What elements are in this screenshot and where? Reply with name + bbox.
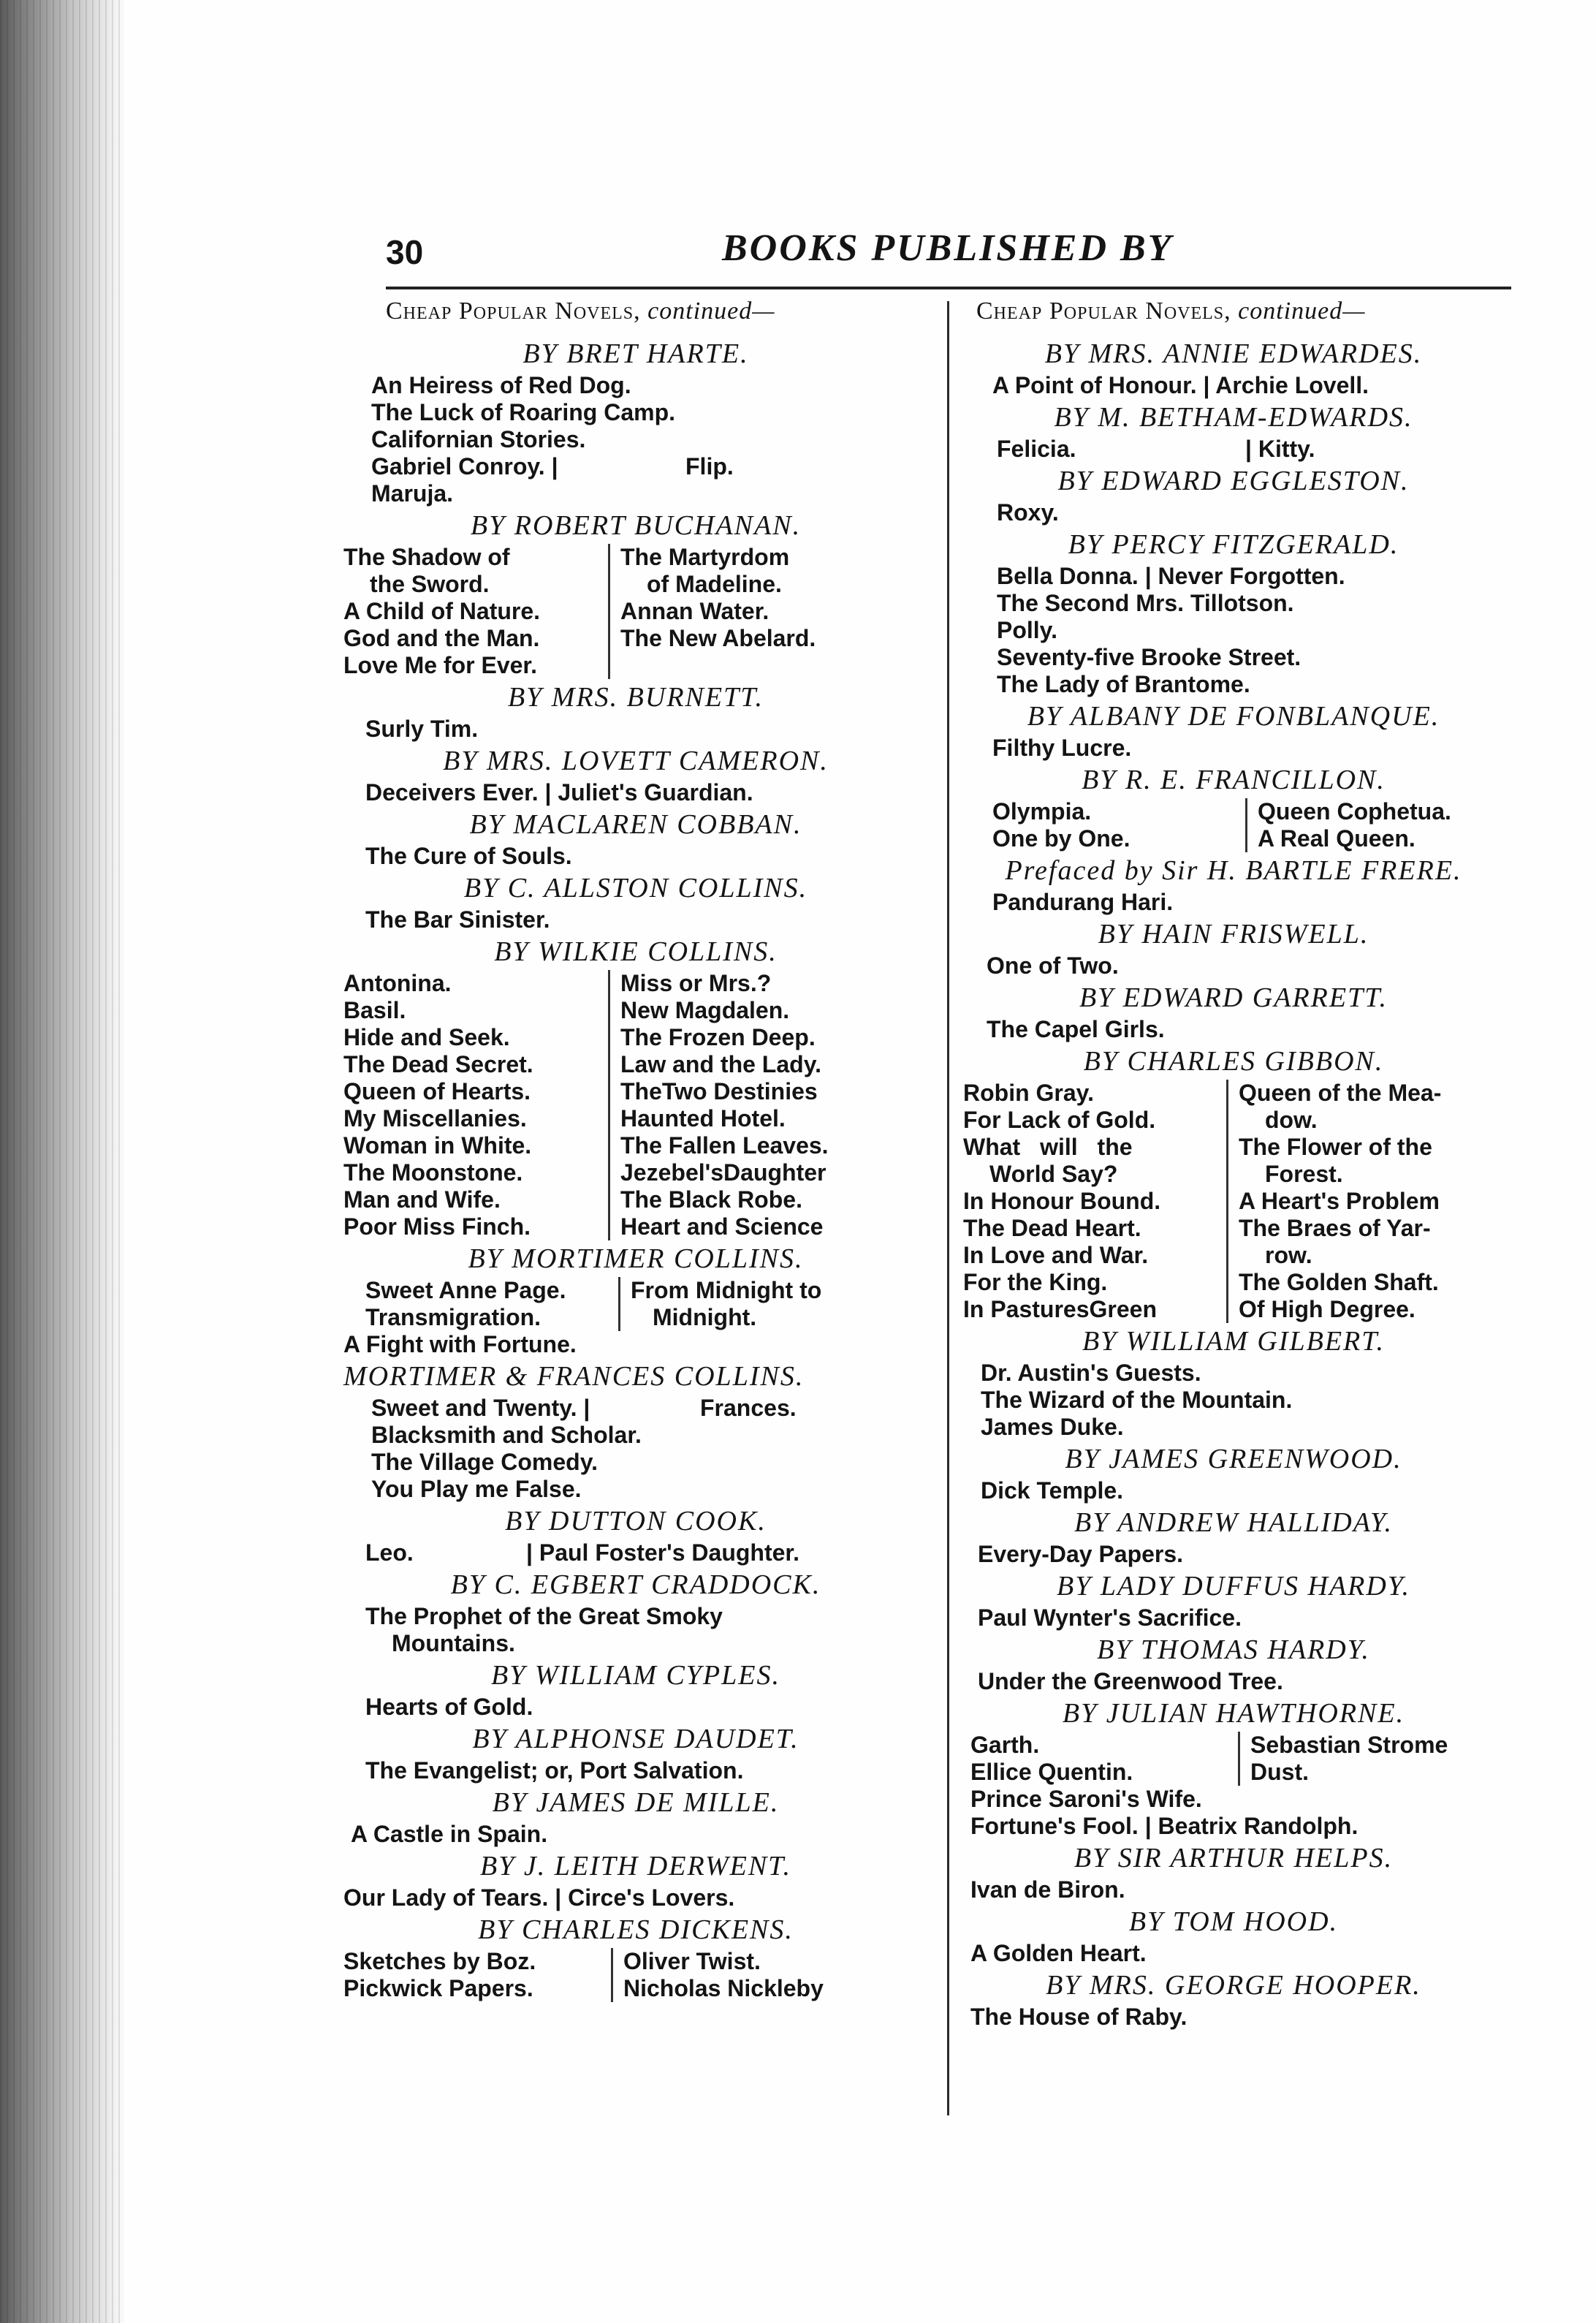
author-heading: BY MRS. GEORGE HOOPER. (1046, 1970, 1421, 2001)
title-line: Californian Stories. (371, 426, 586, 452)
title-line: Nicholas Nickleby (623, 1975, 824, 2001)
author-heading: BY ROBERT BUCHANAN. (470, 510, 802, 541)
title-columns (956, 1732, 1511, 1786)
title-line: The Cure of Souls. (365, 843, 572, 869)
title-line: Poor Miss Finch. (343, 1213, 531, 1240)
title-line: Dust. (1250, 1759, 1309, 1785)
title-columns (956, 1080, 1511, 1323)
title-line: Blacksmith and Scholar. (371, 1422, 642, 1448)
title-line: The House of Raby. (970, 2004, 1188, 2030)
title-line: Prince Saroni's Wife. (970, 1786, 1202, 1812)
author-heading: BY WILLIAM CYPLES. (491, 1660, 780, 1691)
title-pair: Gabriel Conroy. | Flip. (371, 453, 734, 480)
title-line: My Miscellanies. (343, 1105, 527, 1132)
book-spine-edge (0, 0, 124, 2323)
author-heading: BY EDWARD GARRETT. (1079, 982, 1388, 1013)
title-line: Olympia. (992, 798, 1092, 825)
title-line: Queen of Hearts. (343, 1078, 531, 1104)
author-heading: BY C. EGBERT CRADDOCK. (450, 1569, 821, 1600)
author-heading: BY CHARLES DICKENS. (478, 1914, 794, 1945)
title-line: The Second Mrs. Tillotson. (997, 590, 1294, 616)
author-heading: BY JAMES DE MILLE. (492, 1787, 780, 1818)
title-line: What will the (963, 1134, 1133, 1160)
title-line: Paul Wynter's Sacrifice. (978, 1604, 1242, 1631)
title-line: A Fight with Fortune. (343, 1331, 577, 1357)
title-line: A Castle in Spain. (351, 1821, 548, 1847)
title-line: Woman in White. (343, 1132, 532, 1159)
title-line: God and the Man. (343, 625, 540, 651)
title-line: Deceivers Ever. | Juliet's Guardian. (365, 779, 753, 806)
title-line: Man and Wife. (343, 1186, 501, 1213)
title-line: The Village Comedy. (371, 1449, 598, 1475)
title-columns (343, 970, 928, 1240)
title-line: Law and the Lady. (620, 1051, 821, 1077)
author-heading: BY CHARLES GIBBON. (1083, 1046, 1384, 1077)
title-line: A Child of Nature. (343, 598, 541, 624)
author-heading: BY ANDREW HALLIDAY. (1074, 1507, 1394, 1538)
title-line: Hearts of Gold. (365, 1694, 533, 1720)
title-line: James Duke. (981, 1414, 1124, 1440)
title-line: Oliver Twist. (623, 1948, 761, 1974)
title-line: Under the Greenwood Tree. (978, 1668, 1283, 1694)
column-divider (947, 301, 949, 2115)
title-line: Of High Degree. (1239, 1296, 1416, 1322)
title-line: Antonina. (343, 970, 452, 996)
author-heading: BY HAIN FRISWELL. (1098, 919, 1369, 950)
title-line: A Real Queen. (1258, 825, 1416, 852)
title-line: The Shadow of (343, 544, 510, 570)
title-line: Fortune's Fool. | Beatrix Randolph. (970, 1813, 1358, 1839)
title-line: Ellice Quentin. (970, 1759, 1133, 1785)
author-heading: BY ALBANY DE FONBLANQUE. (1027, 701, 1440, 732)
title-columns (343, 1948, 928, 2002)
author-heading: BY LADY DUFFUS HARDY. (1057, 1571, 1410, 1602)
author-heading: BY JAMES GREENWOOD. (1065, 1444, 1402, 1474)
title-line: Pickwick Papers. (343, 1975, 533, 2001)
title-line: dow. (1265, 1107, 1318, 1133)
title-line: The Black Robe. (620, 1186, 802, 1213)
author-heading: BY ALPHONSE DAUDET. (472, 1724, 799, 1754)
title-line: A Heart's Problem (1239, 1188, 1440, 1214)
title-line: In Love and War. (963, 1242, 1149, 1268)
author-heading: BY J. LEITH DERWENT. (480, 1851, 791, 1881)
author-heading: BY THOMAS HARDY. (1097, 1634, 1370, 1665)
title-line: Maruja. (371, 480, 454, 507)
title-line: The Golden Shaft. (1239, 1269, 1439, 1295)
title-line: Sweet Anne Page. (365, 1277, 566, 1303)
author-heading: BY DUTTON COOK. (505, 1506, 767, 1536)
title-line: Ivan de Biron. (970, 1876, 1125, 1903)
title-line: Miss or Mrs.? (620, 970, 772, 996)
author-heading: BY MRS. BURNETT. (507, 682, 764, 713)
title-line: The Braes of Yar- (1239, 1215, 1431, 1241)
title-line: World Say? (989, 1161, 1118, 1187)
title-line: From Midnight to (631, 1277, 822, 1303)
right-column (956, 296, 1511, 2031)
title-line: The Flower of the (1239, 1134, 1432, 1160)
title-line: Seventy-five Brooke Street. (997, 644, 1302, 670)
author-heading: BY MRS. ANNIE EDWARDES. (1044, 338, 1423, 369)
title-line: row. (1265, 1242, 1312, 1268)
title-line: Robin Gray. (963, 1080, 1094, 1106)
header-rule (386, 287, 1511, 289)
title-line: Dr. Austin's Guests. (981, 1360, 1201, 1386)
page-header-title: BOOKS PUBLISHED BY (722, 227, 1174, 269)
continued-heading: Cheap Popular Novels, continued— (386, 298, 775, 325)
author-heading: MORTIMER & FRANCES COLLINS. (343, 1361, 805, 1392)
author-heading: BY PERCY FITZGERALD. (1068, 529, 1399, 560)
title-line: The Prophet of the Great Smoky (365, 1603, 723, 1629)
author-heading: BY R. E. FRANCILLON. (1082, 765, 1386, 795)
title-line: The Lady of Brantome. (997, 671, 1250, 697)
author-heading: BY SIR ARTHUR HELPS. (1074, 1843, 1394, 1873)
title-line: TheTwo Destinies (620, 1078, 818, 1104)
title-pair: Felicia. | Kitty. (997, 436, 1315, 462)
title-line: Basil. (343, 997, 406, 1023)
title-line: The Moonstone. (343, 1159, 523, 1186)
title-line: Jezebel'sDaughter (620, 1159, 826, 1186)
title-line: The Frozen Deep. (620, 1024, 816, 1050)
title-line: Sebastian Strome (1250, 1732, 1448, 1758)
title-line: The Wizard of the Mountain. (981, 1387, 1293, 1413)
title-pair: Sweet and Twenty. | Frances. (371, 1395, 797, 1421)
page-number: 30 (386, 233, 424, 271)
title-line: The Capel Girls. (987, 1016, 1165, 1042)
author-heading: BY WILKIE COLLINS. (494, 936, 778, 967)
title-line: Transmigration. (365, 1304, 542, 1330)
author-heading: Prefaced by Sir H. BARTLE FRERE. (1005, 855, 1462, 886)
title-columns (956, 798, 1511, 852)
title-line: New Magdalen. (620, 997, 790, 1023)
title-line: Forest. (1265, 1161, 1343, 1187)
title-line: Surly Tim. (365, 716, 479, 742)
title-line: Mountains. (392, 1630, 515, 1656)
title-line: One of Two. (987, 952, 1119, 979)
title-line: Hide and Seek. (343, 1024, 510, 1050)
title-line: The Bar Sinister. (365, 906, 550, 933)
title-line: The Dead Secret. (343, 1051, 533, 1077)
author-heading: BY JULIAN HAWTHORNE. (1062, 1698, 1405, 1729)
title-line: For the King. (963, 1269, 1108, 1295)
title-line: Our Lady of Tears. | Circe's Lovers. (343, 1884, 735, 1911)
title-line: The Luck of Roaring Camp. (371, 399, 676, 425)
title-pair: Leo. | Paul Foster's Daughter. (365, 1539, 799, 1566)
author-heading: BY EDWARD EGGLESTON. (1057, 466, 1410, 496)
title-line: of Madeline. (647, 571, 782, 597)
title-line: Love Me for Ever. (343, 652, 537, 678)
author-heading: BY TOM HOOD. (1128, 1906, 1339, 1937)
title-line: In PasturesGreen (963, 1296, 1157, 1322)
title-line: One by One. (992, 825, 1130, 852)
title-line: The New Abelard. (620, 625, 816, 651)
title-line: Sketches by Boz. (343, 1948, 536, 1974)
title-line: Bella Donna. | Never Forgotten. (997, 563, 1345, 589)
title-line: A Golden Heart. (970, 1940, 1147, 1966)
title-line: Haunted Hotel. (620, 1105, 786, 1132)
title-line: Filthy Lucre. (992, 735, 1132, 761)
title-line: Queen Cophetua. (1258, 798, 1451, 825)
title-line: An Heiress of Red Dog. (371, 372, 631, 398)
title-line: Polly. (997, 617, 1057, 643)
title-line: The Martyrdom (620, 544, 790, 570)
author-heading: BY WILLIAM GILBERT. (1082, 1326, 1386, 1357)
title-line: For Lack of Gold. (963, 1107, 1156, 1133)
continued-heading: Cheap Popular Novels, continued— (976, 298, 1366, 325)
title-line: Garth. (970, 1732, 1040, 1758)
author-heading: BY MORTIMER COLLINS. (468, 1243, 804, 1274)
title-line: The Dead Heart. (963, 1215, 1141, 1241)
title-line: Roxy. (997, 499, 1059, 526)
title-columns (343, 544, 928, 679)
title-line: In Honour Bound. (963, 1188, 1161, 1214)
title-line: Pandurang Hari. (992, 889, 1174, 915)
author-heading: BY MACLAREN COBBAN. (469, 809, 802, 840)
title-line: Annan Water. (620, 598, 770, 624)
title-line: Heart and Science (620, 1213, 824, 1240)
author-heading: BY M. BETHAM-EDWARDS. (1054, 402, 1413, 433)
title-line: Every-Day Papers. (978, 1541, 1184, 1567)
title-line: The Fallen Leaves. (620, 1132, 829, 1159)
running-head (386, 227, 1511, 292)
title-columns (343, 1277, 928, 1331)
title-line: Dick Temple. (981, 1477, 1124, 1504)
left-column (343, 296, 928, 2002)
title-line: Midnight. (653, 1304, 757, 1330)
title-line: the Sword. (370, 571, 490, 597)
title-line: The Evangelist; or, Port Salvation. (365, 1757, 744, 1784)
author-heading: BY BRET HARTE. (522, 338, 749, 369)
author-heading: BY C. ALLSTON COLLINS. (463, 873, 808, 903)
author-heading: BY MRS. LOVETT CAMERON. (443, 746, 829, 776)
title-line: Queen of the Mea- (1239, 1080, 1442, 1106)
title-line: You Play me False. (371, 1476, 582, 1502)
title-line: A Point of Honour. | Archie Lovell. (992, 372, 1369, 398)
